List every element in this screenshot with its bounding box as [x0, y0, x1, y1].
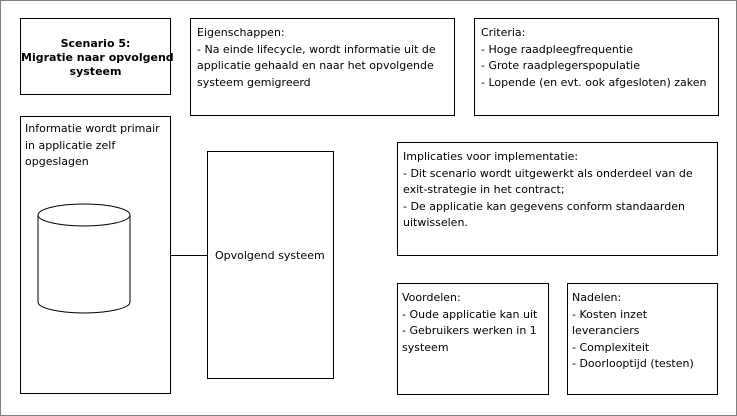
- eigenschappen-heading: Eigenschappen:: [197, 26, 285, 39]
- eigenschappen-line: - Na einde lifecycle, wordt informatie uit de: [197, 42, 436, 56]
- nadelen-line: leveranciers: [572, 324, 640, 337]
- voordelen-line: - Gebruikers werken in 1: [402, 324, 537, 337]
- scenario-title-line: Migratie naar opvolgend: [21, 51, 174, 64]
- nadelen-box: [567, 283, 718, 395]
- voordelen-box: [397, 283, 549, 395]
- informatie-line: opgeslagen: [25, 155, 89, 168]
- voordelen-line: - Oude applicatie kan uit: [402, 307, 538, 321]
- eigenschappen-line: systeem gemigreerd: [197, 75, 311, 89]
- criteria-line: - Lopende (en evt. ook afgesloten) zaken: [481, 75, 707, 89]
- nadelen-line: - Complexiteit: [572, 340, 650, 354]
- implicaties-line: exit-strategie in het contract;: [403, 183, 565, 196]
- voordelen-heading: Voordelen:: [402, 291, 461, 304]
- eigenschappen-line: applicatie gehaald en naar het opvolgende: [197, 59, 434, 72]
- scenario-title-box: [20, 18, 174, 95]
- eigenschappen-box: [190, 18, 455, 116]
- scenario-title-line: Scenario 5:: [60, 37, 131, 50]
- implicaties-line: - De applicatie kan gegevens conform standaarden: [403, 199, 685, 213]
- criteria-box: [474, 18, 719, 116]
- informatie-line: Informatie wordt primair: [25, 122, 160, 135]
- nadelen-line: - Kosten inzet: [572, 307, 648, 321]
- scenario-title-line: systeem: [69, 65, 122, 78]
- opvolgend-systeem-label: Opvolgend systeem: [215, 249, 325, 262]
- nadelen-heading: Nadelen:: [572, 291, 622, 304]
- database-cylinder-icon: [37, 203, 131, 315]
- voordelen-line: systeem: [402, 340, 449, 354]
- criteria-line: - Hoge raadpleegfrequentie: [481, 42, 634, 56]
- opvolgend-systeem-box: [207, 151, 334, 379]
- implicaties-heading: Implicaties voor implementatie:: [403, 150, 579, 163]
- implicaties-line: uitwisselen.: [403, 216, 468, 229]
- connector-line: [171, 255, 207, 256]
- criteria-heading: Criteria:: [481, 26, 526, 39]
- implicaties-line: - Dit scenario wordt uitgewerkt als onderdeel van de: [403, 166, 693, 180]
- criteria-line: - Grote raadplegerspopulatie: [481, 59, 640, 72]
- nadelen-line: - Doorlooptijd (testen): [572, 357, 694, 370]
- informatie-line: in applicatie zelf: [25, 138, 116, 152]
- implicaties-box: [397, 142, 718, 256]
